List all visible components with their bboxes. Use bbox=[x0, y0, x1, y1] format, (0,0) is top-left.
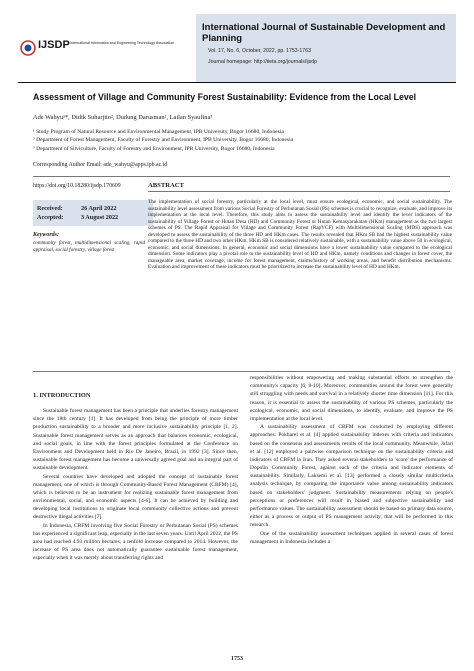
paragraph: A sustainability assessment of CBFM was conducted by employing different approaches. Pokharel et al. [4] applied sustainability indexes with criteria and indicators based on the consensus and assessments results of the local community. Meanwhile, Jafari et al. [12] employed a pairwise comparison technique on the sustainability criteria and indicators of CBFM in Iran. They asked several stakeholders to 'score' the performance of Dopolin Community Forest, against each of the criteria and indicator elements of sustainability. Similarly, Laksemi et al. [13] performed a closely similar multicriteria analysis technique, by comparing the importance value among sustainability indicators based on stakeholders' judgment. Sustainability measurements relying on people's perceptions or preferences will result in biased and subjective sustainability and performance values. The sustainability assessment should be based on primary data source, either as a process or output of PS management activity, that will be performed in this research. bbox=[250, 424, 453, 529]
logo-name: IJSDP bbox=[38, 39, 70, 51]
logo-description: International Information and Engineering Technology Association bbox=[70, 41, 175, 45]
accepted-date: 3 August 2022 bbox=[81, 214, 119, 221]
journal-info-box bbox=[196, 14, 456, 82]
paragraph: In Indonesia, CBFM involving five Social Forestry or Perhutanan Sosial (PS) schemes has experienced a significant leap, especially in the last seven years. Until April 2022, the PS area had reached 4.93 million hectares, a tenfold increase compared to 2014. However, the increase of PS area does not automatically guarantee sustainable forest management, especially when it was merely about transferring rights and bbox=[33, 522, 238, 562]
article-dates bbox=[33, 200, 153, 226]
journal-logo bbox=[18, 16, 196, 76]
received-date: 26 April 2022 bbox=[81, 205, 117, 212]
body-column-right bbox=[250, 374, 453, 546]
affiliation: ² Department of Forest Management, Faculty of Forestry and Environment, IPB University, Bogor 16680, Indonesia bbox=[33, 137, 294, 144]
iieta-logo-icon bbox=[20, 40, 36, 56]
abstract-text: The implementation of social forestry, particularly at the local level, must ensure ecological, economic, and social sustainability. The sustainability level assessment from various Social Forestry of Perhutanan Sosial (PS) schemes is crucial to recognize, evaluate, and improve its implementation at the local level. Therefore, this study aims to assess the sustainability level and identify the lever indicators of the sustainability of Village Forest or Hutan Desa (HD) and Community Forest or Hutan Kemasyarakatan (HKm) management as the two largest schemes of PS. The Rapid Appraisal for Village and Community Forest (RapVCF) with Multidimensional Scaling (MDS) approach was developed to assess the sustainability of the three HD and HKm cases. The results revealed that HKm SB had the highest sustainability value compared to the three HD and two other HKm. HKm SB is considered relatively sustainable, with a sustainability value above 50 in ecological, economic, and social dimensions. In general, economic and social dimensions have a lower sustainability value compared to the ecological dimension. Some indicators play a pivotal role to the sustainability level of HD and HKm, namely conditions and changes in forest cover, the manageable area, market coverage, income for forest management, claims/history of working areas, and benefit distribution mechanisms. Evaluation and improvement of these indicators must be prioritized to increase the sustainability level of HD and HKm. bbox=[148, 199, 452, 271]
paragraph: Sustainable forest management has been a principle that underlies forestry management since the 18th century [1]. It has developed from being the principle of more timber production sustainability to a broader and more inclusive sustainability principle [1, 2]. Sustainable forest management serves as an approach that balances economic, ecological, and social goals, in line with the forest principles formulated at the Conference on Environment and Development held in Rio De Janeiro, Brazil, in 1992 [3]. Since then, sustainable forest management has become a universally agreed goal and an integral part of sustainable development. bbox=[33, 408, 238, 472]
affiliations bbox=[33, 128, 453, 153]
article-title: Assessment of Village and Community Forest Sustainability: Evidence from the Local Level bbox=[33, 92, 417, 102]
journal-title: International Journal of Sustainable Development and Planning bbox=[202, 22, 446, 44]
page-number: 1753 bbox=[231, 656, 243, 662]
abstract-heading: ABSTRACT bbox=[148, 182, 450, 192]
volume-info: Vol. 17, No. 6, October, 2022, pp. 1753-1763 bbox=[208, 48, 311, 54]
affiliation: ³ Department of Silviculture, Faculty of Forestry and Environment, IPB University, Bogor 16680, Indonesia bbox=[33, 145, 275, 152]
keywords-text: community forest, multidimensional scaling, rapid appraisal, social forestry, village forest bbox=[33, 239, 145, 253]
corresponding-author: Corresponding Author Email: ade_wahyu@apps.ipb.ac.id bbox=[33, 162, 168, 168]
divider bbox=[33, 176, 450, 177]
accepted-label: Accepted: bbox=[37, 214, 64, 221]
doi-link[interactable]: https://doi.org/10.18280/ijsdp.170609 bbox=[33, 183, 121, 189]
keywords-section bbox=[33, 232, 145, 253]
paragraph: Several countries have developed and adopted the concept of sustainable forest management, one of which is through Community-Based Forest Management (CBFM) [4], which is believed to be an instrument for realizing sustainable forest management from environmental, social, and economic aspects [4-6]. It can be achieved by building and developing local institutions to originate local community collective actions and prevent destructive illegal activities [7]. bbox=[33, 473, 238, 521]
paragraph: One of the sustainability assessment techniques applied in several cases of forest management in Indonesia includes a bbox=[250, 530, 453, 545]
affiliation: ¹ Study Program of Natural Resource and Environmental Management, IPB University, Bogor 16680, Indonesia bbox=[33, 129, 284, 135]
keywords-heading: Keywords: bbox=[33, 232, 59, 238]
author-list: Ade Wahyu¹*, Didik Suharjito², Dudung Darusman², Lailan Syaufina³ bbox=[33, 114, 213, 121]
received-label: Received: bbox=[37, 205, 63, 212]
journal-header bbox=[18, 14, 456, 83]
divider bbox=[33, 371, 450, 372]
journal-homepage-link[interactable]: Journal homepage: http://iieta.org/journals/ijsdp bbox=[208, 59, 318, 65]
section-heading: 1. INTRODUCTION bbox=[33, 392, 91, 399]
body-column-left bbox=[33, 407, 238, 563]
paragraph: responsibilities without empowering and making substantial efforts to strengthen the community's capacity [6, 8-10]. Moreover, communities around the forest were generally still struggling with needs and survival in a relatively shorter time dimension [11]. For this reason, it is essential to assess the sustainability of various PS schemes, particularly the ecological, economic, and social dimensions, to identify, evaluate, and improve the PS implementation at the local level. bbox=[250, 375, 453, 422]
